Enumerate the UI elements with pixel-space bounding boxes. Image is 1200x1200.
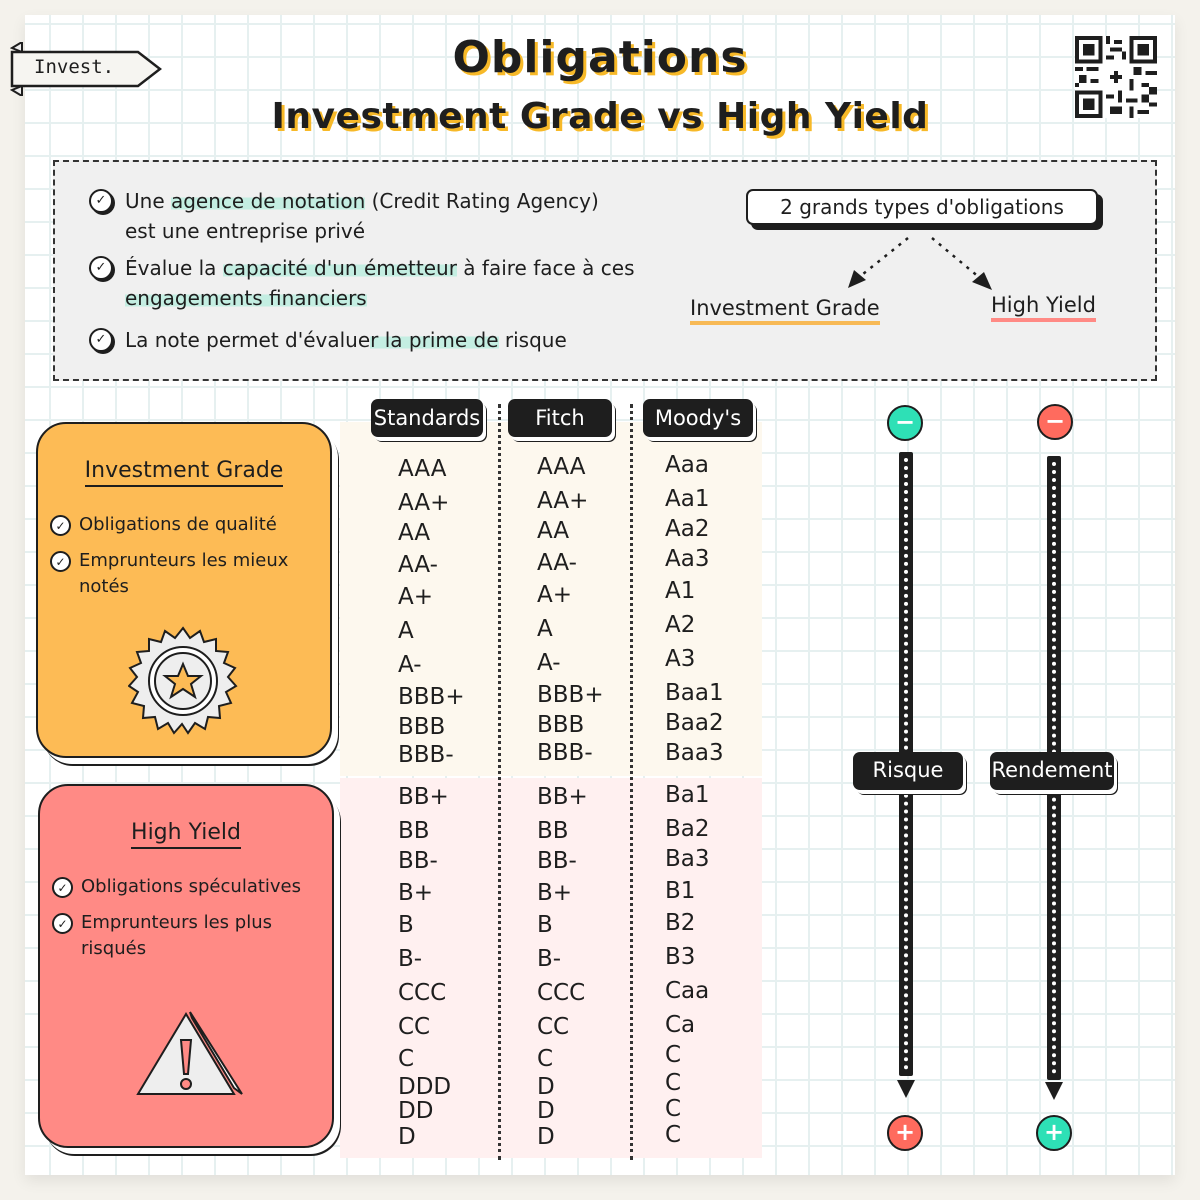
rating-cell: BB- <box>398 848 438 874</box>
rating-cell: B- <box>398 946 423 972</box>
text: Obligations spéculatives <box>81 876 302 897</box>
rating-cell: Ba3 <box>665 846 710 872</box>
rating-cell: A3 <box>665 646 696 672</box>
check-circle-icon: ✓ <box>89 328 113 352</box>
rating-cell: DDD <box>398 1074 452 1100</box>
rating-cell: Aa2 <box>665 516 710 542</box>
rating-cell: BBB <box>398 714 446 740</box>
info-bullet <box>89 253 635 313</box>
info-bullet <box>89 325 567 355</box>
rating-cell: A <box>398 618 414 644</box>
card-title-text: High Yield <box>131 820 241 849</box>
card-title <box>38 458 330 483</box>
text: Emprunteurs les mieux <box>79 550 289 571</box>
text: La note permet d'évalue <box>125 328 371 352</box>
rating-cell: CCC <box>398 980 447 1006</box>
rating-cell: C <box>665 1096 682 1122</box>
rating-cell: BBB <box>537 712 585 738</box>
text: risqués <box>81 938 147 959</box>
rating-cell: A- <box>537 650 561 676</box>
card-bullet <box>52 874 301 900</box>
rating-cell: B1 <box>665 878 696 904</box>
column-separator <box>630 404 633 1160</box>
rating-cell: AA- <box>398 552 438 578</box>
rating-cell: CC <box>537 1014 570 1040</box>
rating-cell: C <box>665 1070 682 1096</box>
rating-cell: BB- <box>537 848 577 874</box>
text: risque <box>498 328 567 352</box>
rating-cell: BB+ <box>537 784 588 810</box>
rating-cell: AAA <box>537 454 586 480</box>
check-circle-icon: ✓ <box>89 256 113 280</box>
rating-cell: Ca <box>665 1012 696 1038</box>
rating-cell: AA+ <box>537 488 589 514</box>
qr-code-icon <box>1075 36 1157 118</box>
rating-cell: D <box>537 1074 555 1100</box>
check-circle-icon: ✓ <box>50 515 71 536</box>
highlight-text: capacité d'un émetteur <box>222 256 457 280</box>
rating-cell: Aa1 <box>665 486 710 512</box>
rating-cell: Aa3 <box>665 546 710 572</box>
rating-cell: BBB+ <box>537 682 604 708</box>
rating-cell: AA <box>398 520 431 546</box>
plus-circle-icon: + <box>1036 1115 1072 1151</box>
rating-cell: BB+ <box>398 784 449 810</box>
rating-cell: B- <box>537 946 562 972</box>
text: Évalue la <box>125 256 223 280</box>
rating-cell: C <box>665 1122 682 1148</box>
rating-cell: C <box>665 1042 682 1068</box>
rating-cell: B+ <box>398 880 434 906</box>
rating-cell: Baa2 <box>665 710 724 736</box>
rating-cell: Baa3 <box>665 740 724 766</box>
page-subtitle: Investment Grade vs High Yield <box>271 96 929 137</box>
rating-cell: BB <box>398 818 430 844</box>
column-header-fitch: Fitch <box>508 399 612 437</box>
check-circle-icon: ✓ <box>52 913 73 934</box>
rating-cell: D <box>398 1124 416 1150</box>
column-header-standards: Standards <box>371 399 483 437</box>
return-label: Rendement <box>990 752 1114 790</box>
rating-cell: Baa1 <box>665 680 724 706</box>
info-bullet <box>89 186 599 246</box>
dotted-arrows-icon <box>840 232 1000 294</box>
arrow-down-icon <box>897 1080 915 1098</box>
rating-cell: BBB- <box>537 740 593 766</box>
rating-cell: D <box>537 1098 555 1124</box>
risk-label: Risque <box>853 752 963 790</box>
rating-cell: D <box>537 1124 555 1150</box>
arrow-down-icon <box>1045 1082 1063 1100</box>
card-bullet <box>50 548 288 600</box>
rating-cell: B+ <box>537 880 573 906</box>
column-separator <box>498 404 501 1160</box>
rating-cell: AA <box>537 518 570 544</box>
check-circle-icon: ✓ <box>52 877 73 898</box>
rating-cell: Ba2 <box>665 816 710 842</box>
highlight-text: engagements financiers <box>125 286 367 310</box>
card-bullet <box>50 512 277 538</box>
award-badge-icon <box>128 626 238 736</box>
bond-types-box: 2 grands types d'obligations <box>746 189 1098 225</box>
plus-circle-icon: + <box>887 1115 923 1151</box>
card-bullet <box>52 910 272 962</box>
text: (Credit Rating Agency) <box>365 189 599 213</box>
highlight-text: agence de notation <box>170 189 366 213</box>
rating-cell: C <box>398 1046 415 1072</box>
highlight-text: r la prime de <box>370 328 499 352</box>
rating-cell: DD <box>398 1098 434 1124</box>
rating-cell: BB <box>537 818 569 844</box>
investment-grade-card <box>36 422 332 758</box>
rating-cell: C <box>537 1046 554 1072</box>
rating-cell: A- <box>398 652 422 678</box>
rating-cell: Ba1 <box>665 782 710 808</box>
rating-cell: B <box>398 912 414 938</box>
rating-cell: Caa <box>665 978 710 1004</box>
rating-cell: A1 <box>665 578 696 604</box>
type-high-yield: High Yield <box>991 293 1096 322</box>
rating-cell: A+ <box>537 582 573 608</box>
column-header-moodys: Moody's <box>643 399 753 437</box>
minus-circle-icon: − <box>1037 404 1073 440</box>
brand-label: Invest. <box>34 56 115 78</box>
rating-cell: Aaa <box>665 452 709 478</box>
type-investment-grade: Investment Grade <box>690 296 880 325</box>
rating-cell: B <box>537 912 553 938</box>
rating-cell: B3 <box>665 944 696 970</box>
rating-cell: AA- <box>537 550 577 576</box>
card-title-text: Investment Grade <box>85 458 284 487</box>
rating-cell: A <box>537 616 553 642</box>
warning-triangle-icon <box>134 1008 246 1100</box>
rating-cell: AA+ <box>398 490 450 516</box>
rating-cell: CCC <box>537 980 586 1006</box>
rating-cell: BBB- <box>398 742 454 768</box>
rating-cell: A2 <box>665 612 696 638</box>
rating-cell: BBB+ <box>398 684 465 710</box>
text: à faire face à ces <box>456 256 635 280</box>
high-yield-card <box>38 784 334 1148</box>
card-title <box>40 820 332 845</box>
text: Obligations de qualité <box>79 514 277 535</box>
text: est une entreprise privé <box>125 219 366 243</box>
rating-cell: A+ <box>398 584 434 610</box>
rating-cell: AAA <box>398 456 447 482</box>
rating-cell: CC <box>398 1014 431 1040</box>
text: notés <box>79 576 129 597</box>
text: Emprunteurs les plus <box>81 912 272 933</box>
rating-cell: B2 <box>665 910 696 936</box>
text: Une <box>125 189 171 213</box>
minus-circle-icon: − <box>887 405 923 441</box>
page-title: Obligations <box>452 32 748 83</box>
check-circle-icon: ✓ <box>50 551 71 572</box>
check-circle-icon: ✓ <box>89 189 113 213</box>
